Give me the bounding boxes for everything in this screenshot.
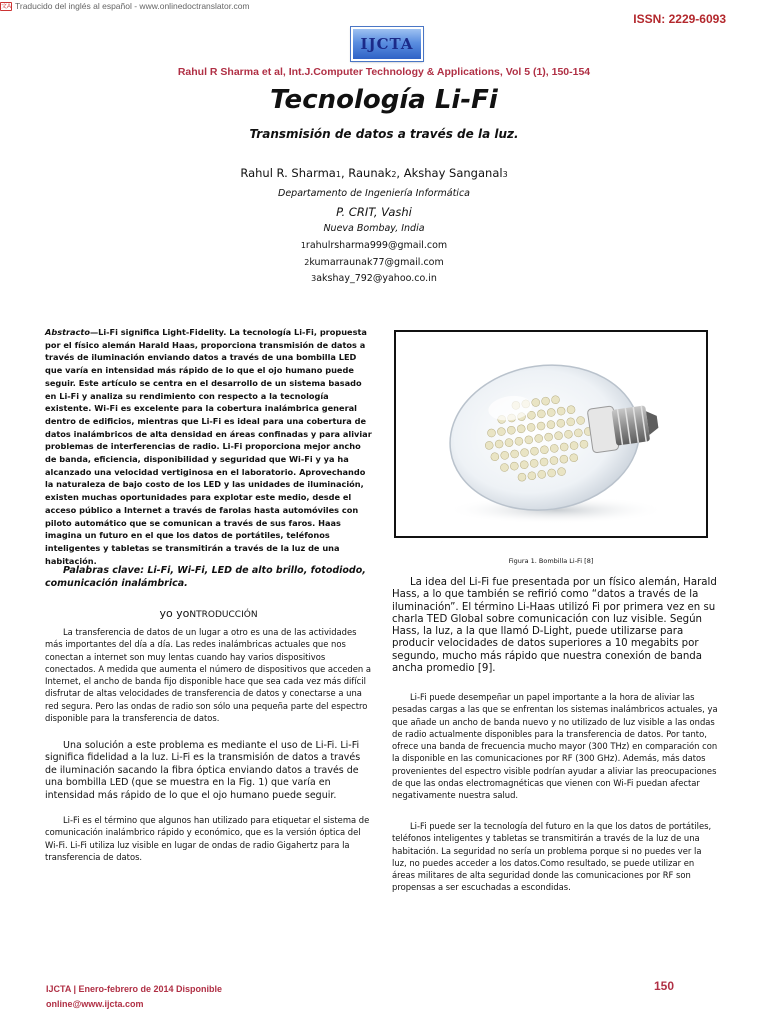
paper-subtitle: Transmisión de datos a través de la luz.: [249, 127, 519, 141]
email-index: 1: [300, 241, 306, 250]
body-paragraph: La idea del Li-Fi fue presentada por un físico alemán, Harald Hass, a lo que también se refirió como “datos a través de la iluminación”. El término Li-Haas utilizó Fi por primera vez en su charla TED Global sobre comunicación con luz visible. Según Hass, la luz, a la que llamó D-Light, puede utilizarse para producir velocidades de datos superiores a 10 megabits por segundo, mucho más rápido que nuestra conexión de banda ancha promedio [9].: [392, 577, 717, 675]
section-heading-prefix: yo yo: [159, 607, 190, 620]
footer-line: IJCTA | Enero-febrero de 2014 Disponible: [46, 984, 223, 994]
email-address: akshay_792@yahoo.co.in: [316, 273, 437, 284]
section-heading: [45, 607, 372, 620]
body-paragraph: Li-Fi puede ser la tecnología del futuro en la que los datos de portátiles, teléfonos inteligentes y tabletas se transmitirán a través de la luz de una habitación. La seguridad no sería un problema porque si no puedes ver la luz, no puedes acceder a los datos.Como resultado, se puede utilizar en áreas militares de alta seguridad donde las comunicaciones por RF son propensas a ser escuchadas a escondidas.: [392, 821, 712, 893]
email-address: kumarraunak77@gmail.com: [309, 257, 444, 268]
issn-number: ISSN: 2229-6093: [633, 12, 726, 26]
author-email: [0, 257, 748, 268]
keywords: Palabras clave: Li-Fi, Wi-Fi, LED de alto brillo, fotodiodo, comunicación inalámbrica.: [45, 565, 366, 589]
email-index: 2: [304, 258, 310, 267]
author-name: Rahul R. Sharma: [240, 166, 336, 180]
figure-caption: Figura 1. Bombilla Li-Fi [8]: [508, 557, 594, 565]
intro-paragraph: La transferencia de datos de un lugar a otro es una de las actividades más importantes del día a día. Las redes inalámbricas actuales que nos conectan a internet son muy lentas cuando hay varios dispositivos conectados. A medida que aumenta el número de dispositivos que acceden a Internet, el ancho de banda fijo disponible hace que sea cada vez más difícil disfrutar de altas velocidades de transferencia de datos y conectarse a una red segura. Pero las ondas de radio son sólo una pequeña parte del espectro disponible para la transferencia de datos.: [45, 627, 371, 724]
paper-title: Tecnología Li-Fi: [270, 85, 498, 115]
led-bulb-image: [396, 332, 706, 536]
author-index: 3: [502, 170, 508, 179]
translate-icon: 文A: [1, 3, 12, 10]
author-index: 1: [335, 170, 341, 179]
abstract: [45, 326, 372, 567]
affiliation-department: Departamento de Ingeniería Informática: [278, 188, 470, 199]
author-email: [0, 273, 748, 284]
page-number: 150: [654, 979, 675, 993]
journal-logo: IJCTA: [351, 27, 423, 61]
author-list: Rahul R. Sharma1, Raunak2, Akshay Sanganal3: [240, 166, 508, 180]
journal-reference: Rahul R Sharma et al, Int.J.Computer Technology & Applications, Vol 5 (1), 150-154: [177, 66, 591, 78]
affiliation-institution: P. CRIT, Vashi: [336, 205, 412, 219]
section-heading-text: NTRODUCCIÓN: [189, 610, 258, 620]
author-name: Raunak: [348, 166, 392, 180]
footer-link[interactable]: online@www.ijcta.com: [46, 999, 144, 1009]
figure-frame: [394, 330, 708, 538]
footer-availability: [46, 982, 222, 1012]
intro-paragraph: Li-Fi es el término que algunos han utilizado para etiquetar el sistema de comunicación inalámbrico rápido y económico, que es la versión óptica del Wi-Fi. Li-Fi utiliza luz visible en lugar de ondas de radio Gigahertz para la transferencia de datos.: [45, 815, 370, 862]
abstract-label: Abstracto: [45, 327, 90, 337]
abstract-text: —Li-Fi significa Light-Fidelity. La tecnología Li-Fi, propuesta por el físico alemán Harald Haas, proporciona transmisión de datos a través de iluminación enviando datos a través de una bombilla LED que varía en intensidad más rápido de lo que el ojo humano puede seguir. Este artículo se centra en el desarrollo de un sistema basado en Li-Fi y analiza su rendimiento con respecto a la tecnología existente. Wi-Fi es excelente para la cobertura inalámbrica general dentro de edificios, mientras que Li-Fi es ideal para una cobertura de datos inalámbricos de alta densidad en áreas confinadas y para aliviar problemas de interferencias de radio. Li-Fi proporciona mejor ancho de banda, eficiencia, disponibilidad y seguridad que Wi-Fi y ya ha alcanzado una velocidad vertiginosa en el laboratorio. Aprovechando la naturaleza de bajo costo de los LED y las unidades de iluminación, existen muchas oportunidades para explotar este medio, desde el acceso público a Internet a través de farolas hasta automóviles con piloto automático que se comunican a través de sus faros. Haas imagina un futuro en el que los datos de portátiles, teléfonos inteligentes y tabletas se transmitirán a través de la luz de una habitación.: [45, 327, 372, 566]
email-index: 3: [311, 274, 317, 283]
email-address: rahulrsharma999@gmail.com: [305, 240, 448, 251]
author-name: Akshay Sanganal: [403, 166, 503, 180]
translator-banner[interactable]: [0, 0, 250, 12]
translator-banner-text[interactable]: Traducido del inglés al español - www.onlinedoctranslator.com: [15, 1, 250, 11]
affiliation-city: Nueva Bombay, India: [323, 223, 425, 234]
body-paragraph: Li-Fi puede desempeñar un papel importante a la hora de aliviar las pesadas cargas a las que se enfrentan los sistemas inalámbricos actuales, ya que añade un ancho de banda nuevo y no utilizado de luz visible a las ondas de radio actualmente disponibles para la transferencia de datos. Por tanto, ofrece una banda de frecuencia mucho mayor (300 THz) en comparación con la disponible en las comunicaciones por RF (300 GHz). Además, más datos provenientes del espectro visible podrían ayudar a aliviar las preocupaciones de que las ondas electromagnéticas que vienen con Wi-Fi puedan afectar negativamente nuestra salud.: [392, 692, 718, 801]
intro-paragraph: Una solución a este problema es mediante el uso de Li-Fi. Li-Fi significa fidelidad a la luz. Li-Fi es la transmisión de datos a través de iluminación sacando la fibra óptica enviando datos a través de una bombilla LED (que se muestra en la Fig. 1) que varía en intensidad más rápido de lo que el ojo humano puede seguir.: [45, 740, 361, 801]
author-index: 2: [391, 170, 397, 179]
author-email: [0, 240, 748, 251]
